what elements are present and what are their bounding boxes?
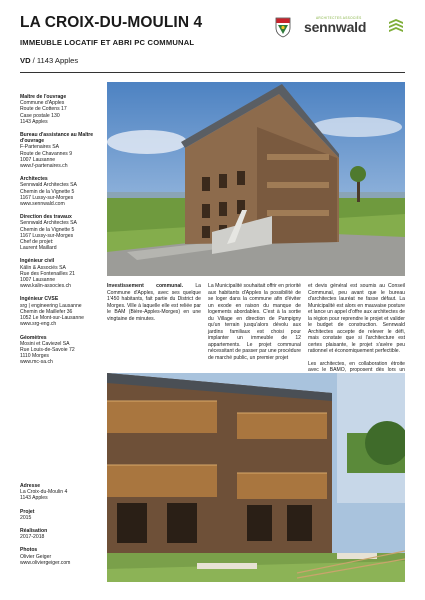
credit-role: Projet <box>20 508 35 515</box>
facade-balconies-photo <box>107 373 405 582</box>
credit-line: Case postale 130 <box>20 112 60 119</box>
credit-line: www.mc-sa.ch <box>20 359 53 366</box>
credit-role: Maître de l'ouvrage <box>20 94 67 100</box>
credit-role: Ingénieur civil <box>20 258 55 265</box>
credit-block <box>20 176 104 207</box>
credit-role: Réalisation <box>20 528 48 535</box>
canton-code: VD <box>20 56 31 65</box>
credit-line: 1052 Le Mont-sur-Lausanne <box>20 315 84 322</box>
building-exterior-photo <box>107 82 405 276</box>
credit-line: Route de Chavannes 9 <box>20 150 73 157</box>
credit-line: 1007 Lausanne <box>20 277 56 284</box>
body-paragraph: Investissement communal. La Commune d'Apples, avec ses quelque 1'450 habitants, fait partie du District de Morges. Ville à laquelle elle est reliée par le BAM (Bière-Apples-Morges) en une vingtaine de minutes. <box>107 283 201 322</box>
credit-line: 1110 Morges <box>20 353 49 360</box>
credit-block <box>20 214 104 251</box>
company-logo-tagline: ARCHITECTES ASSOCIÉS <box>316 16 362 20</box>
credit-block <box>20 547 104 566</box>
credit-line: Sennwald Architectes SA <box>20 220 77 227</box>
credit-block <box>20 509 104 521</box>
commune-crest-icon <box>275 17 291 38</box>
credit-line: Mosini et Caviezel SA <box>20 340 70 347</box>
body-paragraph: Les architectes, en collaboration étroite avec le BAMO, proposent dès lors un <box>308 360 405 373</box>
page-subtitle: IMMEUBLE LOCATIF ET ABRI PC COMMUNAL <box>20 38 195 47</box>
credit-line: www.f-partenaires.ch <box>20 163 68 170</box>
credit-block <box>20 335 104 366</box>
credit-block <box>20 296 104 327</box>
company-logo <box>304 16 406 38</box>
credit-line: La Croix-du-Moulin 4 <box>20 489 68 496</box>
credit-line: 2015 <box>20 514 32 521</box>
body-paragraph: La Municipalité souhaitait offrir en priorité aux habitants d'Apples la possibilité de se loger dans la commune afin d'éviter un exode en raison du manque de logements abordables. C'est à la sortie du Village en direction de Pampigny qu'un terrain jusqu'alors dévolu aux jardins familiaux est choisi pour implanter un immeuble de 12 appartements. Le projet communal nécessitant de passer par une procédure de marché public, un premier projet <box>208 283 301 361</box>
credit-role: Ingénieur CVSE <box>20 296 59 303</box>
credit-line: 1143 Apples <box>20 118 48 125</box>
credit-role: Adresse <box>20 483 41 489</box>
credit-role: Bureau d'assistance au Maître d'ouvrage <box>20 132 94 145</box>
company-logo-wordmark: sennwald <box>304 19 367 35</box>
credit-line: www.sennwald.com <box>20 201 65 208</box>
credit-block <box>20 258 104 289</box>
credit-block <box>20 528 104 540</box>
company-logo-mark-icon <box>388 18 404 34</box>
credit-line: Rue des Fontenailles 21 <box>20 270 75 277</box>
body-lead: Investissement communal. <box>107 283 184 289</box>
credit-line: Chemin de la Vignette 5 <box>20 226 75 233</box>
credit-line: Laurent Maillard <box>20 245 57 252</box>
credit-line: 2017-2018 <box>20 534 45 541</box>
project-info-sidebar <box>20 483 104 573</box>
credit-line: Chemin de la Vignette 5 <box>20 188 75 195</box>
credit-line: Chef de projet: <box>20 239 54 246</box>
credit-line: www.srg-eng.ch <box>20 321 57 328</box>
credit-line: 1167 Lussy-sur-Morges <box>20 194 74 201</box>
credit-line: 1007 Lausanne <box>20 156 56 163</box>
credit-line: www.kalin-associes.ch <box>20 283 71 290</box>
body-column-1 <box>107 283 201 328</box>
header-divider <box>20 72 405 73</box>
credits-sidebar <box>20 94 104 373</box>
credit-line: Kälin & Associés SA <box>20 264 66 271</box>
credit-line: Rue Louis-de-Savoie 72 <box>20 346 75 353</box>
page-title: LA CROIX-DU-MOULIN 4 <box>20 14 203 31</box>
credit-role: Architectes <box>20 176 48 183</box>
credit-role: Direction des travaux <box>20 214 72 221</box>
credit-block <box>20 94 104 125</box>
credit-role: Photos <box>20 547 38 554</box>
credit-line: Sennwald Architectes SA <box>20 182 77 189</box>
credit-block <box>20 132 104 169</box>
credit-block <box>20 483 104 502</box>
credit-line: 1167 Lussy-sur-Morges <box>20 232 74 239</box>
credit-line: srg | engineering Lausanne <box>20 302 82 309</box>
credit-line: 1143 Apples <box>20 495 48 502</box>
credit-line: Route de Cottens 17 <box>20 106 67 113</box>
place-name: / 1143 Apples <box>30 56 79 65</box>
credit-role: Géomètres <box>20 334 47 341</box>
body-column-2 <box>208 283 301 367</box>
location-line <box>20 56 78 65</box>
credit-line: Chemin de Maillefer 36 <box>20 308 73 315</box>
credit-line: www.oliviergeiger.com <box>20 559 71 566</box>
credit-line: F-Partenaires SA <box>20 144 60 151</box>
body-paragraph: et devis général est soumis au Conseil Communal, peu avant que le bureau d'architectes lauréat ne fasse défaut. La Municipalité est alors en mauvaise posture et lance un appel d'offre aux architectes de la région pour reprendre le projet et valider le budget de construction. Sennwald Architectes accepte de relever le défi, mais constate que si l'architecture est certes plaisante, le projet s'avère peu rationnel et économiquement perfectible. <box>308 283 405 354</box>
credit-line: Commune d'Apples <box>20 100 65 107</box>
credit-line: Olivier Geiger <box>20 553 52 560</box>
